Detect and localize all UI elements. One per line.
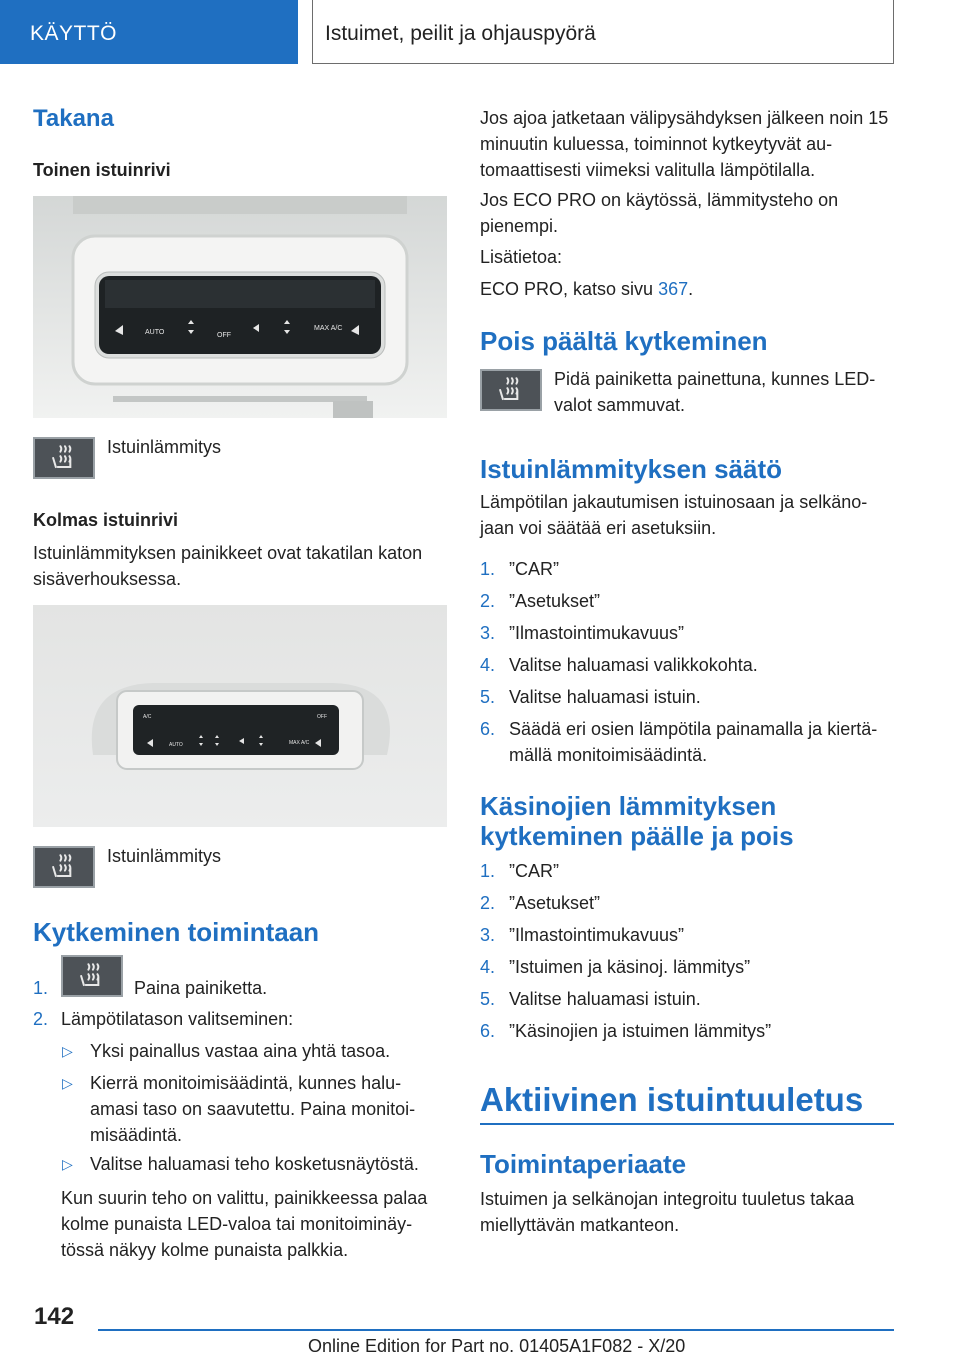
adjust-step-text: Valitse haluamasi istuin. xyxy=(509,687,701,707)
armrest-step-number: 6. xyxy=(480,1021,496,1041)
triangle-bullet-icon: ▷ xyxy=(62,1075,73,1091)
armrest-step-text: ”Istuimen ja käsinoj. lämmitys” xyxy=(509,957,751,977)
armrest-step-number: 1. xyxy=(480,861,496,881)
heading-rule xyxy=(480,1123,894,1125)
armrest-step-number: 3. xyxy=(480,925,496,945)
paragraph-eco-pro: Jos ECO PRO on käytössä, lämmitysteho on pienempi. xyxy=(480,190,839,236)
icon-caption-2: Istuinlämmitys xyxy=(107,846,222,866)
step-text: Paina painiketta. xyxy=(134,978,268,998)
page-number: 142 xyxy=(34,1303,75,1330)
figure2-label-max-ac: MAX A/C xyxy=(289,740,310,746)
principle-text: Istuimen ja selkänojan integroitu tuuletus takaa miellyttävän matkanteon. xyxy=(480,1189,855,1235)
heading-switch-off: Pois päältä kytkeminen xyxy=(480,326,768,356)
adjust-step-number: 5. xyxy=(480,687,496,707)
adjust-text: Lämpötilan jakautumisen istuinosaan ja selkäno- jaan voi säätää eri asetuksiin. xyxy=(480,492,868,538)
bullet-text: Kierrä monitoimisäädintä, kunnes halu- amasi taso on saavutettu. Paina monitoi- misäädintä. xyxy=(90,1073,416,1145)
max-note: Kun suurin teho on valittu, painikkeessa palaa kolme punaista LED-valoa tai monitoiminäy- tössä näkyy kolme punaista palkkia. xyxy=(61,1188,428,1260)
triangle-bullet-icon: ▷ xyxy=(62,1156,73,1172)
seat-heating-icon xyxy=(33,846,95,888)
armrest-step-number: 4. xyxy=(480,957,496,977)
adjust-step-number: 4. xyxy=(480,655,496,675)
figure-third-row-panel xyxy=(33,605,447,827)
page-link-367[interactable]: 367 xyxy=(658,279,689,299)
armrest-step-text: Valitse haluamasi istuin. xyxy=(509,989,701,1009)
adjust-step-number: 1. xyxy=(480,559,496,579)
bullet-text: Yksi painallus vastaa aina yhtä tasoa. xyxy=(90,1041,391,1061)
footer-edition: Online Edition for Part no. 01405A1F082 - X/20 xyxy=(308,1336,686,1356)
paragraph-more-info: Lisätietoa: xyxy=(480,247,563,267)
figure2-label-ac: A/C xyxy=(143,714,152,720)
step-number: 1. xyxy=(33,978,49,998)
armrest-step-text: ”Asetukset” xyxy=(509,893,601,913)
figure-second-row-panel xyxy=(33,196,447,418)
figure1-label-auto: AUTO xyxy=(145,329,165,336)
adjust-step-text: ”Ilmastointimukavuus” xyxy=(509,623,685,643)
adjust-step-number: 3. xyxy=(480,623,496,643)
heading-principle: Toimintaperiaate xyxy=(480,1149,687,1179)
footer-rule xyxy=(98,1329,894,1331)
adjust-step-text: Valitse haluamasi valikkokohta. xyxy=(509,655,758,675)
heading-adjust: Istuinlämmityksen säätö xyxy=(480,454,782,484)
section-title: KÄYTTÖ xyxy=(30,22,118,45)
figure1-label-max-ac: MAX A/C xyxy=(314,325,343,332)
seat-heating-icon xyxy=(61,955,123,997)
armrest-step-text: ”CAR” xyxy=(509,861,559,881)
adjust-step-number: 2. xyxy=(480,591,496,611)
figure2-label-off: OFF xyxy=(317,714,327,720)
icon-caption-1: Istuinlämmitys xyxy=(107,437,222,457)
armrest-step-number: 5. xyxy=(480,989,496,1009)
heading-armrest: Käsinojien lämmityksen kytkeminen päälle ja pois xyxy=(480,791,794,851)
paragraph-resume: Jos ajoa jatketaan välipysähdyksen jälkeen noin 15 minuutin kuluessa, toiminnot kytkeytyvät au- tomaattisesti viimeksi valitulla lämpötilalla. xyxy=(480,108,889,180)
step-text: Lämpötilatason valitseminen: xyxy=(61,1009,294,1029)
adjust-step-text: ”Asetukset” xyxy=(509,591,601,611)
eco-ref-prefix: ECO PRO, katso sivu xyxy=(480,279,659,299)
heading-active-ventilation: Aktiivinen istuintuuletus xyxy=(480,1081,864,1118)
subheading-third-row: Kolmas istuinrivi xyxy=(33,510,179,530)
paragraph-eco-ref xyxy=(480,276,693,302)
seat-heating-icon xyxy=(33,437,95,479)
triangle-bullet-icon: ▷ xyxy=(62,1043,73,1059)
eco-ref-suffix: . xyxy=(688,279,694,299)
adjust-step-number: 6. xyxy=(480,719,496,739)
adjust-step-text: Säädä eri osien lämpötila painamalla ja kiertä- mällä monitoimisäädintä. xyxy=(509,719,878,765)
heading-activate: Kytkeminen toimintaan xyxy=(33,917,320,947)
armrest-step-text: ”Käsinojien ja istuimen lämmitys” xyxy=(509,1021,772,1041)
figure1-label-off: OFF xyxy=(217,332,231,339)
third-row-text: Istuinlämmityksen painikkeet ovat takatilan katon sisäverhouksessa. xyxy=(33,543,423,589)
chapter-title: Istuimet, peilit ja ohjauspyörä xyxy=(325,22,596,45)
switch-off-text: Pidä painiketta painettuna, kunnes LED- valot sammuvat. xyxy=(554,369,876,415)
adjust-step-text: ”CAR” xyxy=(509,559,559,579)
figure2-label-auto: AUTO xyxy=(169,742,183,748)
bullet-text: Valitse haluamasi teho kosketusnäytöstä. xyxy=(90,1154,419,1174)
seat-heating-icon xyxy=(480,369,542,411)
chapter-tab xyxy=(312,0,894,64)
armrest-step-text: ”Ilmastointimukavuus” xyxy=(509,925,685,945)
subheading-second-row: Toinen istuinrivi xyxy=(33,160,171,180)
armrest-step-number: 2. xyxy=(480,893,496,913)
heading-rear: Takana xyxy=(33,105,114,132)
step-number: 2. xyxy=(33,1009,49,1029)
section-tab xyxy=(0,0,298,64)
